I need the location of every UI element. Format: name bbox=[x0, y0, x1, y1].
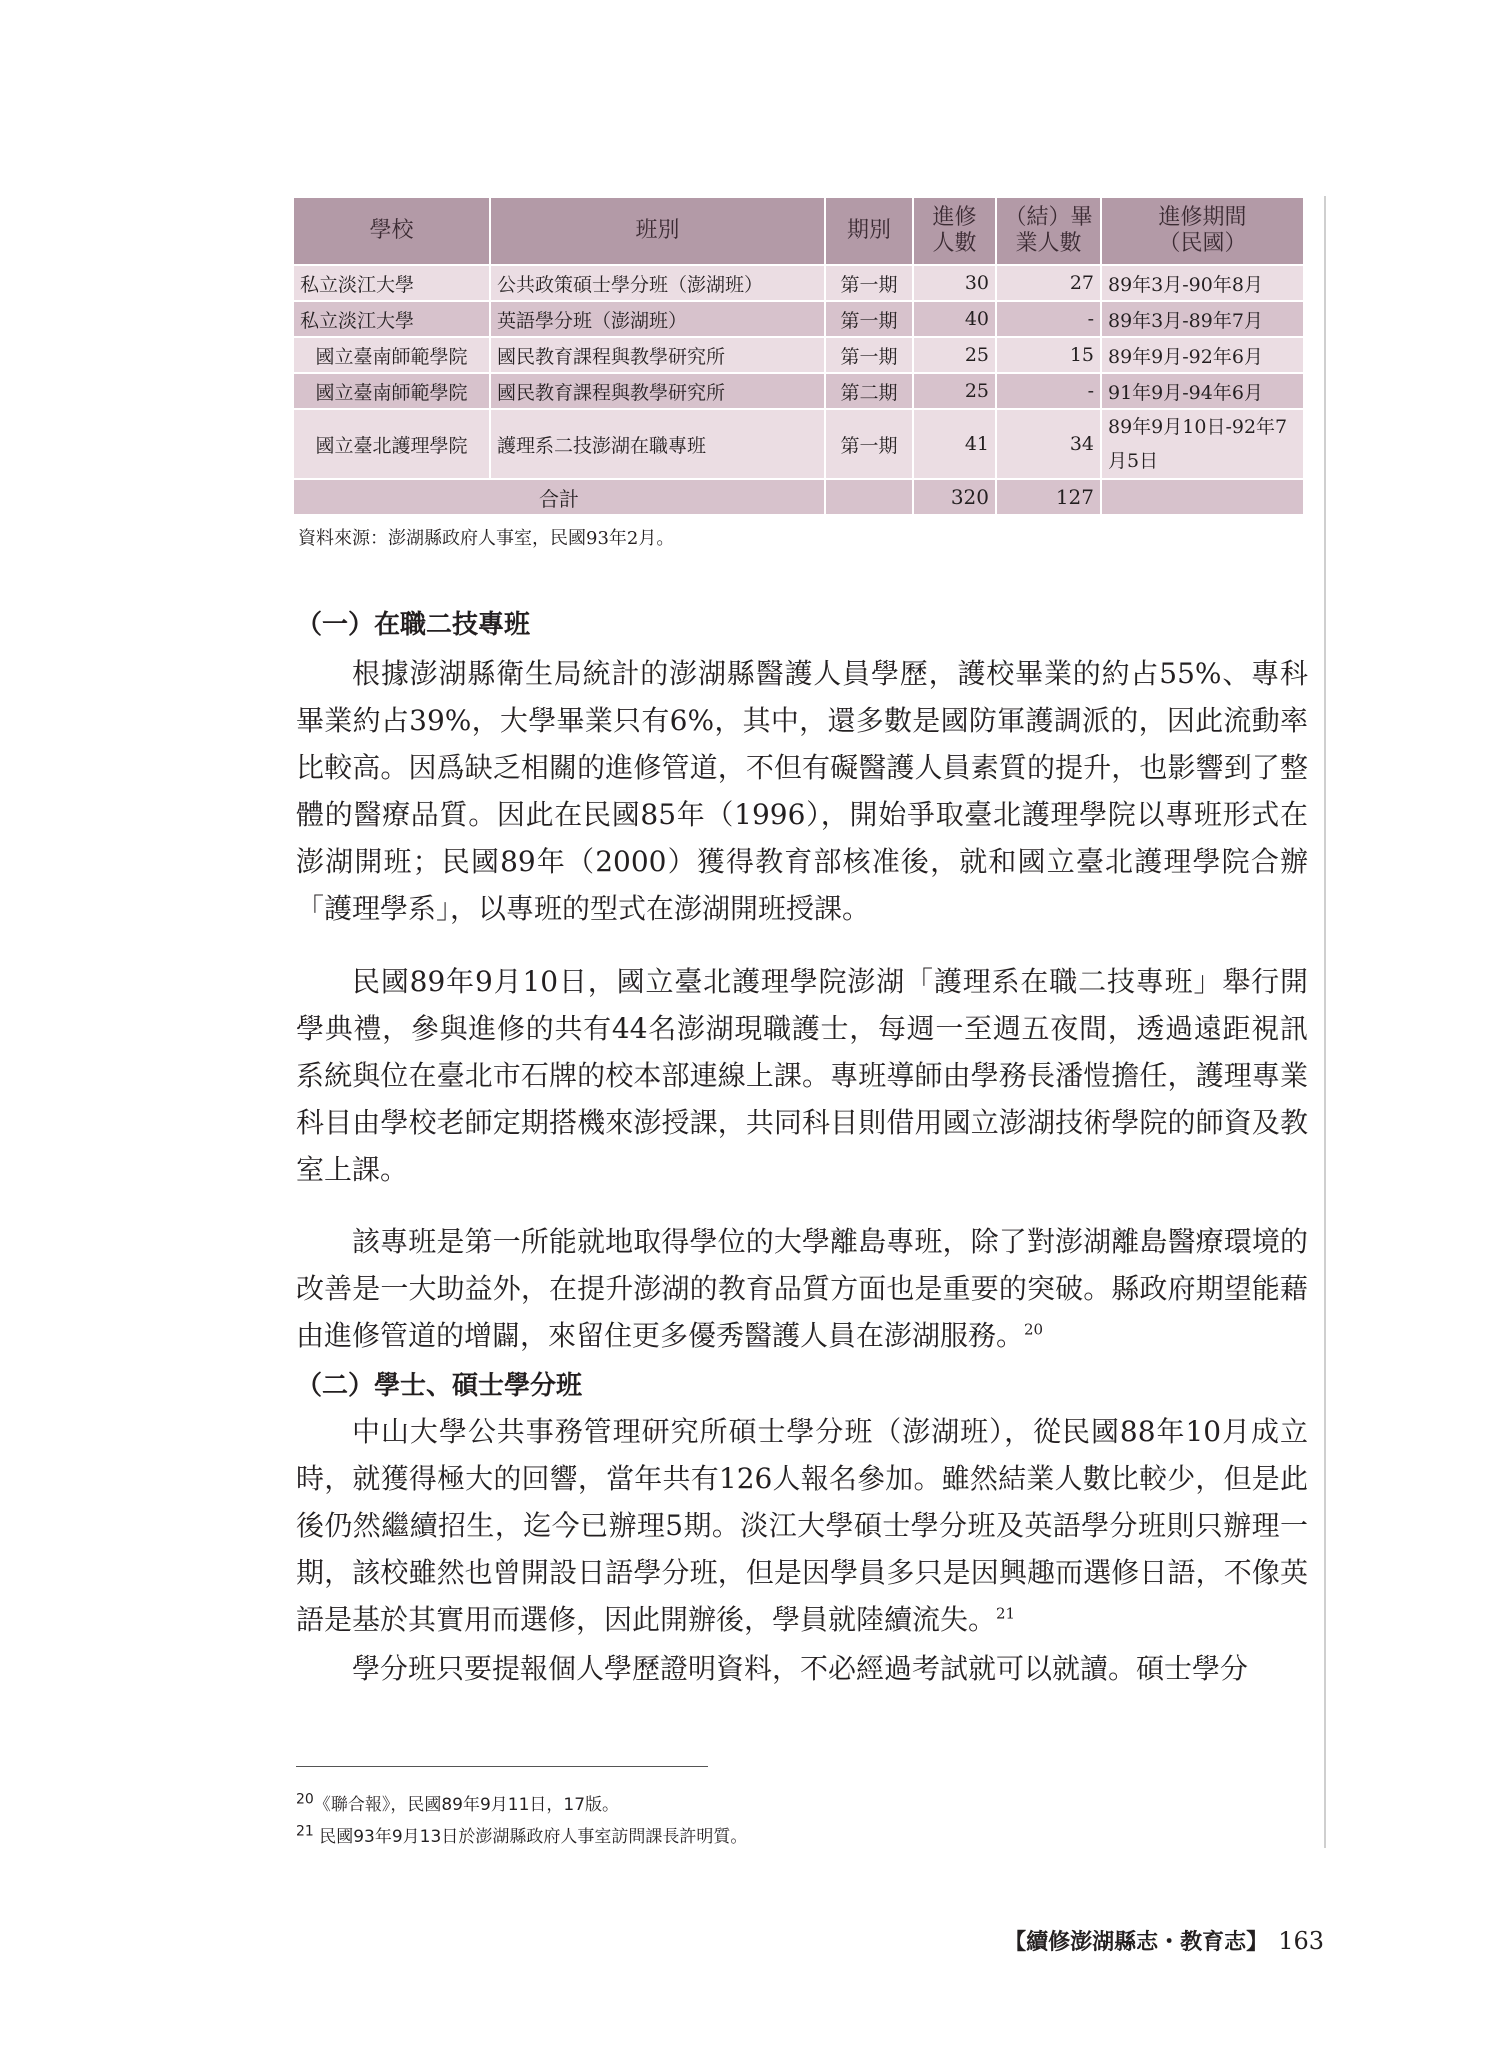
table-row bbox=[293, 373, 1304, 409]
paragraph: 民國89年9月10日，國立臺北護理學院澎湖「護理系在職二技專班」舉行開學典禮，參與進修的共有44名澎湖現職護士，每週一至週五夜間，透過遠距視訊系統與位在臺北市石牌的校本部連線上課。專班導師由學務長潘愷擔任，護理專業科目由學校老師定期搭機來澎授課，共同科目則借用國立澎湖技術學院的師資及教室上課。 bbox=[296, 965, 1308, 1186]
cell-graduated: 27 bbox=[996, 265, 1101, 301]
enrollment-table bbox=[292, 196, 1305, 516]
cell-class: 國民教育課程與教學研究所 bbox=[490, 337, 825, 373]
running-footer bbox=[1004, 1925, 1324, 1956]
header-graduated: （結）畢 業人數 bbox=[996, 197, 1101, 265]
table-row bbox=[293, 301, 1304, 337]
cell-period: 第一期 bbox=[825, 337, 913, 373]
cell-enrolled: 40 bbox=[913, 301, 996, 337]
cell-graduated: 15 bbox=[996, 337, 1101, 373]
footnote-divider bbox=[296, 1766, 708, 1767]
cell-class: 公共政策碩士學分班（澎湖班） bbox=[490, 265, 825, 301]
total-duration-empty bbox=[1101, 479, 1304, 515]
paragraph: 學分班只要提報個人學歷證明資料，不必經過考試就可以就讀。碩士學分 bbox=[352, 1652, 1249, 1685]
header-school: 學校 bbox=[293, 197, 490, 265]
cell-school: 國立臺北護理學院 bbox=[293, 409, 490, 479]
total-enrolled: 320 bbox=[913, 479, 996, 515]
cell-graduated: - bbox=[996, 373, 1101, 409]
cell-enrolled: 41 bbox=[913, 409, 996, 479]
cell-period: 第一期 bbox=[825, 409, 913, 479]
section-heading-2: （二）學士、碩士學分班 bbox=[296, 1371, 583, 1401]
header-class: 班別 bbox=[490, 197, 825, 265]
total-label: 合計 bbox=[293, 479, 825, 515]
cell-school: 國立臺南師範學院 bbox=[293, 373, 490, 409]
cell-school: 私立淡江大學 bbox=[293, 265, 490, 301]
header-enrolled: 進修 人數 bbox=[913, 197, 996, 265]
cell-duration: 91年9月-94年6月 bbox=[1101, 373, 1304, 409]
cell-duration: 89年3月-89年7月 bbox=[1101, 301, 1304, 337]
cell-class: 護理系二技澎湖在職專班 bbox=[490, 409, 825, 479]
cell-duration: 89年9月10日-92年7月5日 bbox=[1101, 409, 1304, 479]
cell-school: 私立淡江大學 bbox=[293, 301, 490, 337]
cell-period: 第一期 bbox=[825, 301, 913, 337]
table-source: 資料來源：澎湖縣政府人事室，民國93年2月。 bbox=[298, 528, 675, 549]
footnote: $^{20}$《聯合報》，民國89年9月11日，17版。 bbox=[296, 1791, 620, 1815]
cell-duration: 89年3月-90年8月 bbox=[1101, 265, 1304, 301]
cell-school: 國立臺南師範學院 bbox=[293, 337, 490, 373]
page-number: 163 bbox=[1278, 1927, 1324, 1955]
cell-class: 英語學分班（澎湖班） bbox=[490, 301, 825, 337]
footnote-ref: 20 bbox=[1024, 1320, 1044, 1339]
cell-period: 第二期 bbox=[825, 373, 913, 409]
margin-rule bbox=[1324, 196, 1326, 1848]
footnote-ref: 21 bbox=[996, 1604, 1016, 1623]
cell-enrolled: 30 bbox=[913, 265, 996, 301]
cell-graduated: 34 bbox=[996, 409, 1101, 479]
cell-graduated: - bbox=[996, 301, 1101, 337]
paragraph: 根據澎湖縣衛生局統計的澎湖縣醫護人員學歷，護校畢業的約占55%、專科畢業約占39%，大學畢業只有6%，其中，還多數是國防軍護調派的，因此流動率比較高。因爲缺乏相關的進修管道，不但有礙醫護人員素質的提升，也影響到了整體的醫療品質。因此在民國85年（1996），開始爭取臺北護理學院以專班形式在澎湖開班；民國89年（2000）獲得教育部核准後，就和國立臺北護理學院合辦「護理學系」，以專班的型式在澎湖開班授課。 bbox=[296, 657, 1308, 925]
header-duration: 進修期間 （民國） bbox=[1101, 197, 1304, 265]
total-graduated: 127 bbox=[996, 479, 1101, 515]
table-row bbox=[293, 337, 1304, 373]
footnote: $^{21}$ 民國93年9月13日於澎湖縣政府人事室訪問課長許明質。 bbox=[296, 1823, 748, 1847]
cell-period: 第一期 bbox=[825, 265, 913, 301]
cell-class: 國民教育課程與教學研究所 bbox=[490, 373, 825, 409]
paragraph: 中山大學公共事務管理研究所碩士學分班（澎湖班），從民國88年10月成立時，就獲得極大的回響，當年共有126人報名參加。雖然結業人數比較少，但是此後仍然繼續招生，迄今已辦理5期。淡江大學碩士學分班及英語學分班則只辦理一期，該校雖然也曾開設日語學分班，但是因學員多只是因興趣而選修日語，不像英語是基於其實用而選修，因此開辦後，學員就陸續流失。$^{21}$ bbox=[296, 1415, 1308, 1636]
table-row bbox=[293, 409, 1304, 479]
cell-enrolled: 25 bbox=[913, 373, 996, 409]
cell-duration: 89年9月-92年6月 bbox=[1101, 337, 1304, 373]
table-row bbox=[293, 265, 1304, 301]
paragraph: 該專班是第一所能就地取得學位的大學離島專班，除了對澎湖離島醫療環境的改善是一大助益外，在提升澎湖的教育品質方面也是重要的突破。縣政府期望能藉由進修管道的增闢，來留住更多優秀醫護人員在澎湖服務。$^{20}$ bbox=[296, 1225, 1308, 1352]
book-title: 【續修澎湖縣志・教育志】 bbox=[1004, 1930, 1269, 1955]
table-header-row bbox=[293, 197, 1304, 265]
cell-enrolled: 25 bbox=[913, 337, 996, 373]
table-total-row bbox=[293, 479, 1304, 515]
header-period: 期別 bbox=[825, 197, 913, 265]
total-period-empty bbox=[825, 479, 913, 515]
section-heading-1: （一）在職二技專班 bbox=[296, 610, 531, 640]
